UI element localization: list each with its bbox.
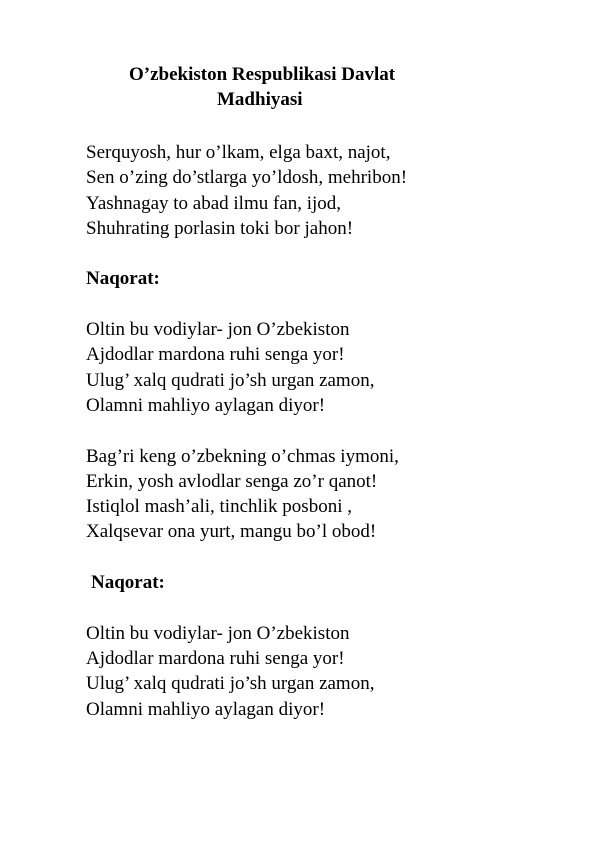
- refrain-line: Ajdodlar mardona ruhi senga yor!: [86, 647, 345, 669]
- verse-line: Sen o’zing do’stlarga yo’ldosh, mehribon!: [86, 167, 408, 189]
- refrain-label-2: Naqorat:: [91, 572, 165, 594]
- verse-line: Istiqlol mash’ali, tinchlik posboni ,: [86, 496, 352, 518]
- refrain-1: [86, 317, 566, 418]
- stanza-spacer: [86, 545, 566, 570]
- verse-1: [86, 140, 566, 241]
- verse-line: Erkin, yosh avlodlar senga zo’r qanot!: [86, 470, 378, 492]
- stanza-spacer: [86, 292, 566, 317]
- refrain-line: Ajdodlar mardona ruhi senga yor!: [86, 344, 345, 366]
- verse-line: Xalqsevar ona yurt, mangu bo’l obod!: [86, 521, 377, 543]
- verse-line: Bag’ri keng o’zbekning o’chmas iymoni,: [86, 445, 399, 467]
- refrain-2: [86, 621, 566, 722]
- refrain-line: Ulug’ xalq qudrati jo’sh urgan zamon,: [86, 369, 375, 391]
- refrain-line: Oltin bu vodiylar- jon O’zbekiston: [86, 319, 350, 341]
- refrain-line: Olamni mahliyo aylagan diyor!: [86, 394, 326, 416]
- verse-line: Shuhrating porlasin toki bor jahon!: [86, 217, 354, 239]
- stanza-spacer: [86, 418, 566, 443]
- stanza-spacer: [86, 241, 566, 266]
- refrain-line: Olamni mahliyo aylagan diyor!: [86, 698, 326, 720]
- refrain-line: Oltin bu vodiylar- jon O’zbekiston: [86, 622, 350, 644]
- anthem-title: [0, 62, 596, 112]
- stanza-spacer: [86, 595, 566, 620]
- anthem-body: [86, 140, 566, 722]
- refrain-label-1: Naqorat:: [86, 268, 160, 290]
- refrain-line: Ulug’ xalq qudrati jo’sh urgan zamon,: [86, 673, 375, 695]
- title-line-2: Madhiyasi: [217, 89, 303, 110]
- title-line-1: O’zbekiston Respublikasi Davlat: [129, 64, 396, 85]
- verse-line: Yashnagay to abad ilmu fan, ijod,: [86, 192, 342, 214]
- verse-2: [86, 444, 566, 545]
- verse-line: Serquyosh, hur o’lkam, elga baxt, najot,: [86, 142, 391, 163]
